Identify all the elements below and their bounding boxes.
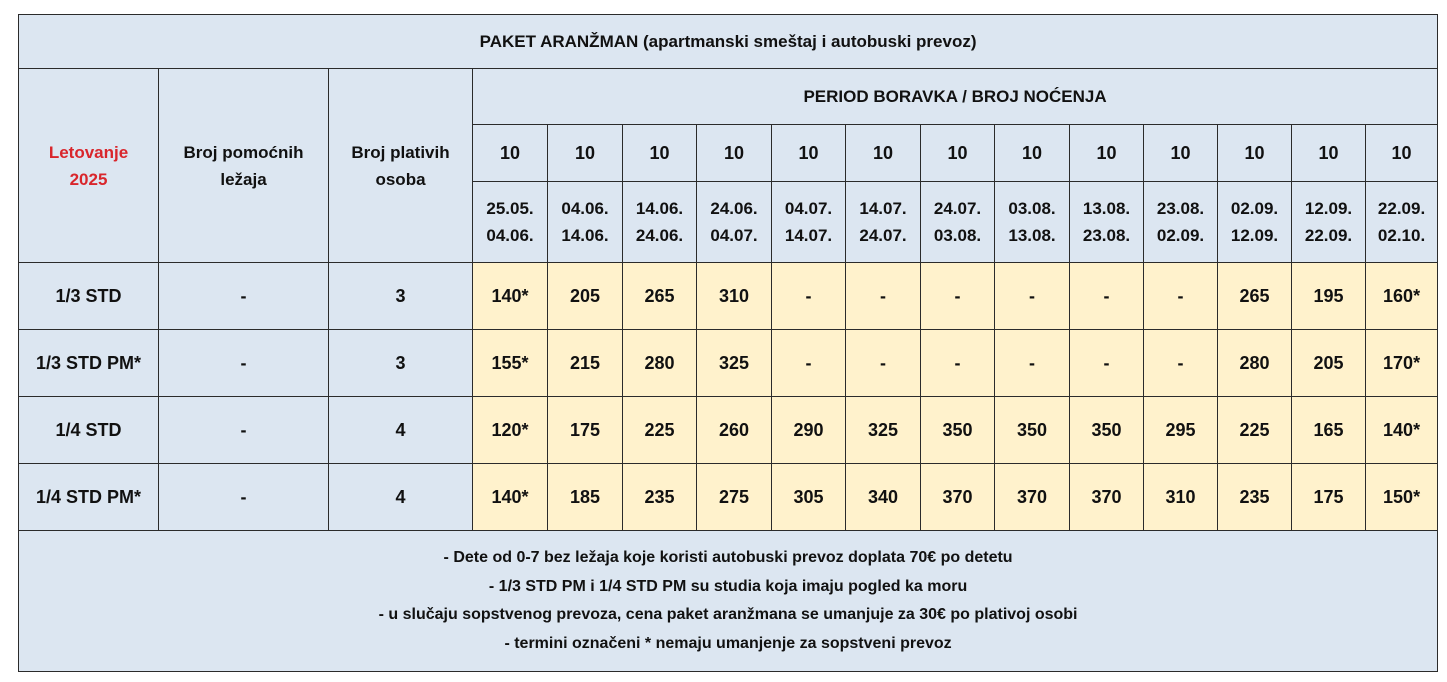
price-cell: 175 [548,397,623,464]
price-cell: - [772,263,846,330]
room-type-cell: 1/3 STD PM* [19,330,159,397]
price-cell: 140* [1366,397,1438,464]
price-cell: 370 [995,464,1070,531]
price-cell: 260 [697,397,772,464]
note-line: - 1/3 STD PM i 1/4 STD PM su studia koja imaju pogled ka moru [488,577,968,595]
price-cell: 235 [623,464,697,531]
price-cell: 120* [473,397,548,464]
nights-cell: 10 [846,125,921,182]
price-cell: 195 [1292,263,1366,330]
price-cell: 140* [473,263,548,330]
price-cell: - [846,330,921,397]
extra-beds-cell: - [159,464,329,531]
period-dates-cell [995,182,1070,263]
nights-cell: 10 [921,125,995,182]
price-cell: 225 [623,397,697,464]
period-dates-cell [1070,182,1144,263]
price-cell: - [1144,263,1218,330]
period-from: 13.08. [1082,199,1131,218]
period-to: 13.08. [1008,226,1056,245]
period-from: 14.06. [635,199,684,218]
price-cell: - [995,263,1070,330]
period-to: 12.09. [1230,226,1279,245]
price-cell: 350 [921,397,995,464]
price-cell: 185 [548,464,623,531]
period-to: 02.10. [1377,226,1426,245]
table-row [19,464,1438,531]
note-line: - u slučaju sopstvenog prevoza, cena paket aranžmana se umanjuje za 30€ po plativoj osobi [378,606,1078,623]
period-to: 23.08. [1082,226,1131,245]
price-cell: 225 [1218,397,1292,464]
extra-beds-cell: - [159,330,329,397]
nights-cell: 10 [995,125,1070,182]
period-from: 12.09. [1304,199,1353,218]
price-cell: - [1070,330,1144,397]
table-title: PAKET ARANŽMAN (apartmanski smeštaj i autobuski prevoz) [19,15,1438,69]
price-cell: 165 [1292,397,1366,464]
price-table [18,14,1438,672]
period-dates-cell [473,182,548,263]
price-cell: 325 [697,330,772,397]
period-dates-cell [846,182,921,263]
price-cell: 170* [1366,330,1438,397]
period-to: 04.06. [486,226,534,245]
period-from: 02.09. [1230,199,1279,218]
price-cell: 265 [623,263,697,330]
price-cell: 340 [846,464,921,531]
period-dates-cell [623,182,697,263]
price-cell: 310 [697,263,772,330]
nights-cell: 10 [473,125,548,182]
period-from: 23.08. [1156,199,1205,218]
table-row [19,397,1438,464]
period-dates-cell [1366,182,1438,263]
price-cell: 350 [1070,397,1144,464]
paying-persons-cell: 4 [329,464,473,531]
price-cell: 290 [772,397,846,464]
price-cell: 310 [1144,464,1218,531]
price-cell: - [1070,263,1144,330]
price-cell: 175 [1292,464,1366,531]
period-to: 02.09. [1156,226,1205,245]
price-cell: 265 [1218,263,1292,330]
period-dates-cell [772,182,846,263]
paying-persons-cell: 3 [329,330,473,397]
period-dates-cell [548,182,623,263]
price-cell: - [846,263,921,330]
period-to: 22.09. [1304,226,1353,245]
price-cell: - [772,330,846,397]
nights-cell: 10 [697,125,772,182]
nights-cell: 10 [772,125,846,182]
period-from: 04.06. [561,199,609,218]
note-line: - Dete od 0-7 bez ležaja koje koristi autobuski prevoz doplata 70€ po detetu [443,549,1013,566]
price-cell: - [921,330,995,397]
nights-cell: 10 [1366,125,1438,182]
table-row [19,263,1438,330]
period-to: 04.07. [710,226,758,245]
period-to: 14.06. [561,226,609,245]
nights-cell: 10 [1292,125,1366,182]
period-from: 03.08. [1008,199,1056,218]
price-cell: - [1144,330,1218,397]
period-dates-cell [697,182,772,263]
price-cell: 205 [1292,330,1366,397]
price-cell: 205 [548,263,623,330]
period-from: 25.05. [486,199,534,218]
price-cell: 280 [623,330,697,397]
season-cell [19,69,159,263]
price-cell: 155* [473,330,548,397]
period-from: 24.07. [933,199,982,218]
period-from: 14.07. [859,199,907,218]
notes-cell [19,531,1438,672]
price-cell: 295 [1144,397,1218,464]
price-cell: 160* [1366,263,1438,330]
period-dates-cell [1218,182,1292,263]
nights-cell: 10 [623,125,697,182]
price-cell: 235 [1218,464,1292,531]
nights-cell: 10 [1070,125,1144,182]
nights-cell: 10 [1144,125,1218,182]
room-type-cell: 1/4 STD [19,397,159,464]
nights-cell: 10 [548,125,623,182]
table-row [19,330,1438,397]
nights-cell: 10 [1218,125,1292,182]
price-cell: 150* [1366,464,1438,531]
period-to: 03.08. [933,226,982,245]
paying-persons-cell: 3 [329,263,473,330]
note-line: - termini označeni * nemaju umanjenje za sopstveni prevoz [504,634,952,652]
period-dates-cell [1292,182,1366,263]
price-cell: 325 [846,397,921,464]
paying-persons-header: Broj plativih osoba [329,69,473,263]
paying-persons-cell: 4 [329,397,473,464]
price-cell: 370 [1070,464,1144,531]
extra-beds-cell: - [159,397,329,464]
room-type-cell: 1/4 STD PM* [19,464,159,531]
price-cell: 305 [772,464,846,531]
period-dates-cell [921,182,995,263]
price-cell: 280 [1218,330,1292,397]
price-cell: 140* [473,464,548,531]
period-from: 24.06. [710,199,758,218]
extra-beds-header: Broj pomoćnih ležaja [159,69,329,263]
price-cell: 350 [995,397,1070,464]
season-label: Letovanje 2025 [48,142,129,189]
period-to: 14.07. [784,226,833,245]
period-dates-cell [1144,182,1218,263]
price-cell: 370 [921,464,995,531]
period-from: 22.09. [1377,199,1426,218]
price-cell: - [995,330,1070,397]
extra-beds-cell: - [159,263,329,330]
room-type-cell: 1/3 STD [19,263,159,330]
price-cell: 215 [548,330,623,397]
period-from: 04.07. [784,199,833,218]
period-header: PERIOD BORAVKA / BROJ NOĆENJA [473,69,1438,125]
period-to: 24.07. [859,226,907,245]
price-cell: 275 [697,464,772,531]
period-to: 24.06. [635,226,684,245]
price-cell: - [921,263,995,330]
